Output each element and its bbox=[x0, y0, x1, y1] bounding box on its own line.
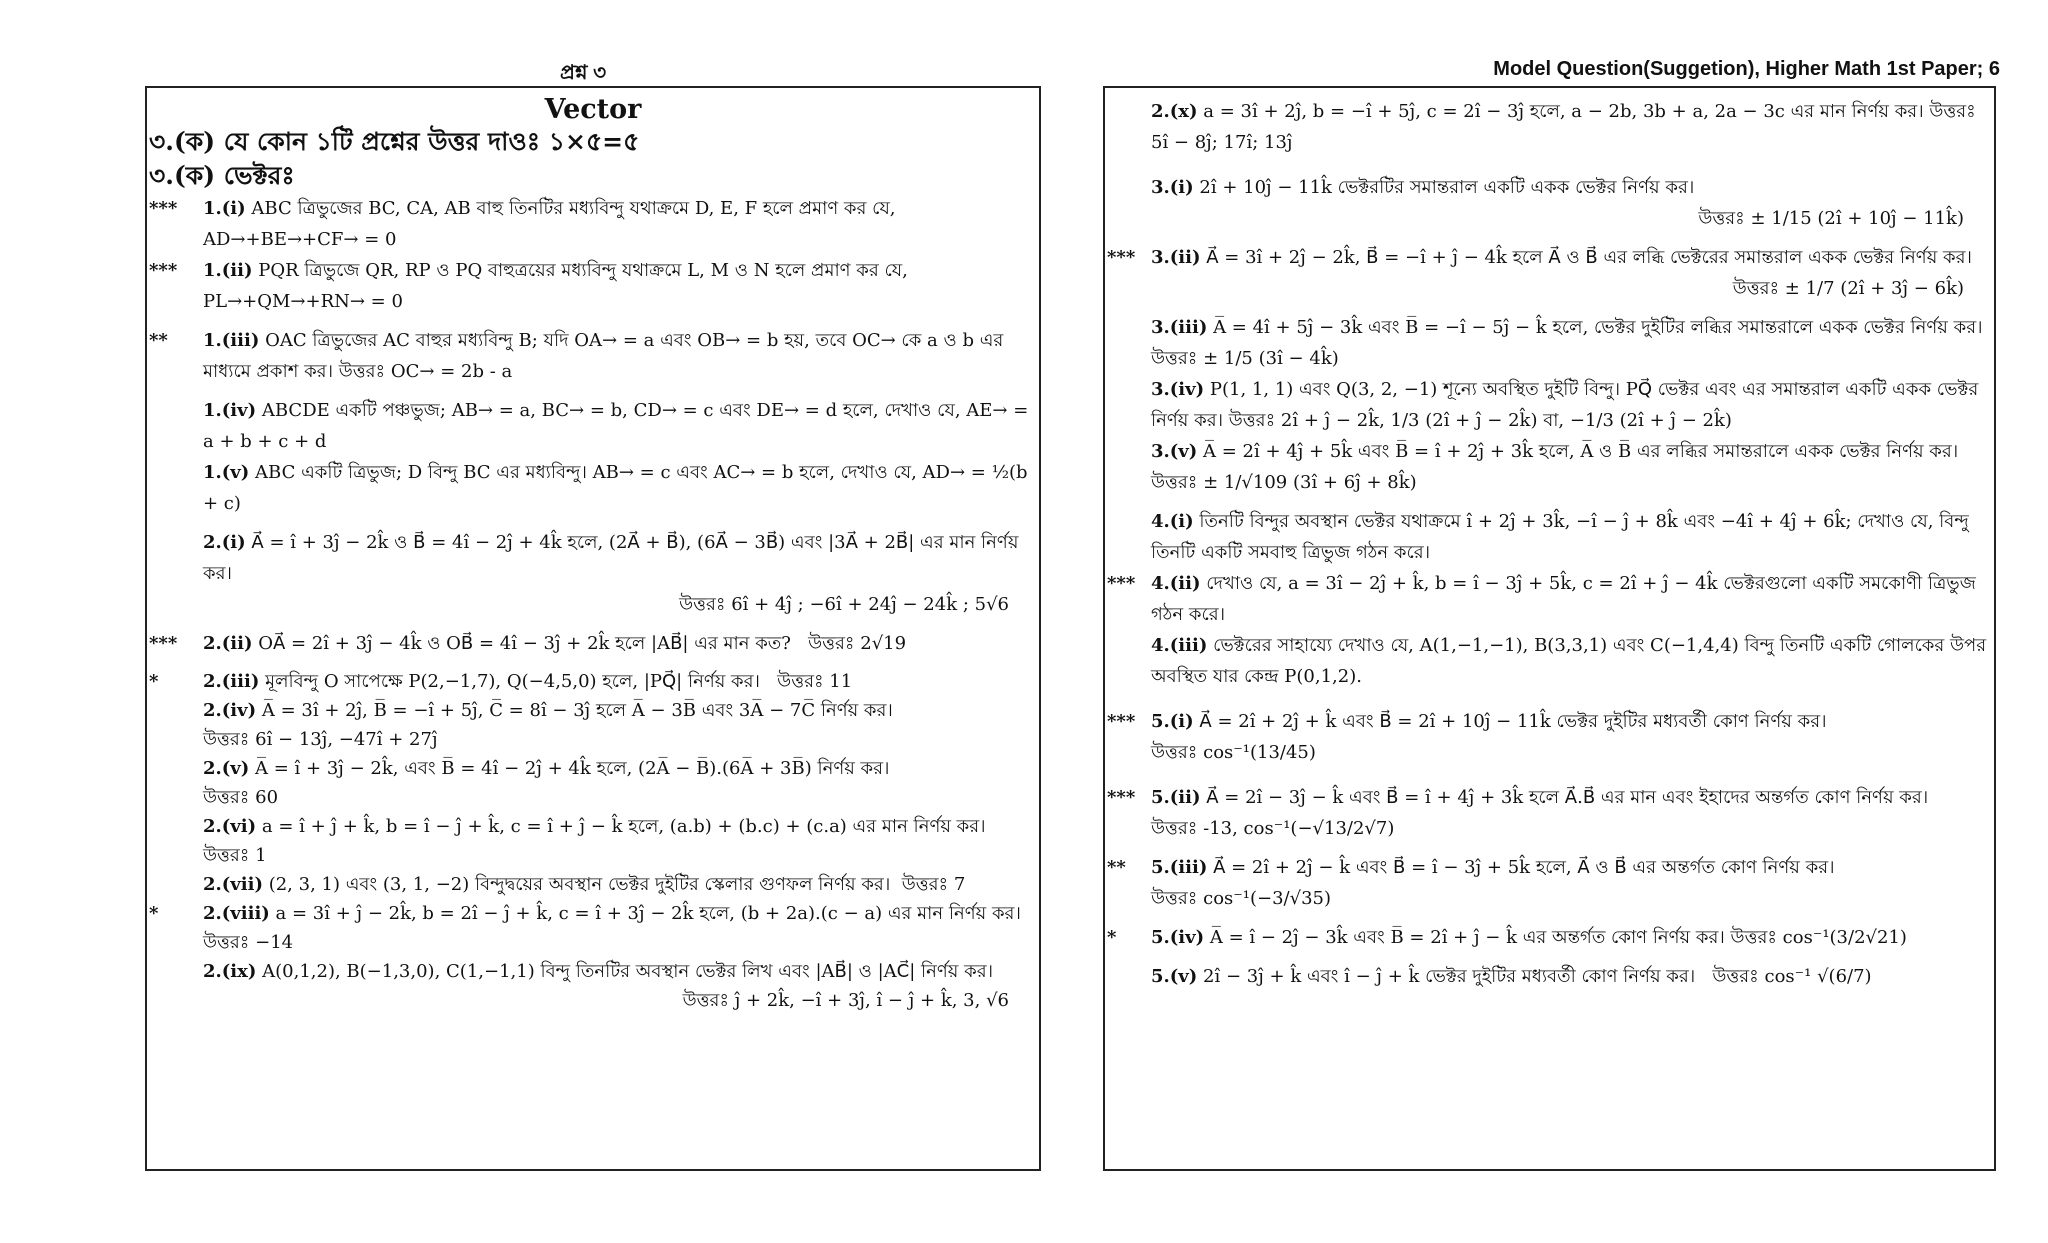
question-item bbox=[1105, 630, 1994, 692]
question-item bbox=[1105, 96, 1994, 158]
answer-text: উত্তরঃ 6î − 13ĵ, −47î + 27ĵ bbox=[203, 729, 438, 750]
question-item bbox=[1105, 436, 1994, 498]
question-item bbox=[1105, 782, 1994, 844]
question-formula: AD→+BE→+CF→ = 0 bbox=[203, 229, 397, 250]
answer-text: উত্তরঃ cos⁻¹ √(6/7) bbox=[1712, 966, 1872, 987]
question-item bbox=[1105, 922, 1994, 953]
question-formula: PL→+QM→+RN→ = 0 bbox=[203, 291, 403, 312]
question-number: 2.(v) bbox=[203, 758, 250, 779]
section-heading: ৩.(ক) যে কোন ১টি প্রশ্নের উত্তর দাওঃ ১×৫=৫ bbox=[149, 127, 640, 156]
section-subheading: ৩.(ক) ভেক্টরঃ bbox=[149, 161, 295, 190]
question-text: A̅ = 4î + 5ĵ − 3k̂ এবং B̅ = −î − 5ĵ − k̂ হলে, ভেক্টর দুইটির লব্ধির সমান্তরালে একক ভেক্টর নির্ণয় কর। bbox=[1213, 317, 1983, 338]
question-text: A̅ = î + 3ĵ − 2k̂, এবং B̅ = 4î − 2ĵ + 4k̂ হলে, (2A̅ − B̅).(6A̅ + 3B̅) নির্ণয় কর। bbox=[255, 758, 890, 779]
importance-mark: *** bbox=[1107, 787, 1136, 808]
question-item bbox=[1105, 568, 1994, 630]
answer-text: উত্তরঃ 6î + 4ĵ ; −6î + 24ĵ − 24k̂ ; 5√6 bbox=[679, 594, 1009, 615]
answer-text: উত্তরঃ cos⁻¹(13/45) bbox=[1151, 742, 1316, 763]
question-number: 1.(i) bbox=[203, 198, 246, 219]
answer-text: উত্তরঃ 7 bbox=[901, 874, 966, 895]
question-text: (2, 3, 1) এবং (3, 1, −2) বিন্দুদ্বয়ের অবস্থান ভেক্টর দুইটির স্কেলার গুণফল নির্ণয় কর। bbox=[268, 874, 891, 895]
question-item bbox=[147, 255, 1039, 317]
question-item bbox=[1105, 506, 1994, 568]
question-item bbox=[147, 527, 1039, 620]
answer-text: উত্তরঃ 11 bbox=[777, 671, 853, 692]
question-number: 3.(v) bbox=[1151, 441, 1198, 462]
question-item bbox=[147, 193, 1039, 255]
question-item bbox=[147, 325, 1039, 387]
question-number: 1.(ii) bbox=[203, 260, 253, 281]
question-item bbox=[147, 899, 1039, 957]
question-text: মূলবিন্দু O সাপেক্ষে P(2,−1,7), Q(−4,5,0) হলে, |PQ⃗| নির্ণয় কর। bbox=[265, 671, 760, 692]
question-text: A⃗ = 2î − 3ĵ − k̂ এবং B⃗ = î + 4ĵ + 3k̂ হলে A⃗.B⃗ এর মান এবং ইহাদের অন্তর্গত কোণ নির্ণয় কর। bbox=[1206, 787, 1929, 808]
question-text: a = 3î + ĵ − 2k̂, b = 2î − ĵ + k̂, c = î + 3ĵ − 2k̂ হলে, (b + 2a).(c − a) এর মান নির্ণয় কর। bbox=[275, 903, 1021, 924]
question-text: A⃗ = 3î + 2ĵ − 2k̂, B⃗ = −î + ĵ − 4k̂ হলে A⃗ ও B⃗ এর লব্ধি ভেক্টরের সমান্তরাল একক ভেক্টর নির্ণয় কর। bbox=[1206, 247, 1972, 268]
question-number: 2.(i) bbox=[203, 532, 246, 553]
question-number: 5.(iii) bbox=[1151, 857, 1208, 878]
question-text: A̅ = 3î + 2ĵ, B̅ = −î + 5ĵ, C̅ = 8î − 3ĵ হলে A̅ − 3B̅ এবং 3A̅ − 7C̅ নির্ণয় কর। bbox=[261, 700, 893, 721]
question-number: 4.(iii) bbox=[1151, 635, 1208, 656]
question-text: ভেক্টরের সাহায্যে দেখাও যে, A(1,−1,−1), B(3,3,1) এবং C(−1,4,4) বিন্দু তিনটি একটি গোলকের উপর অবস্থিত যার কেন্দ্র P(0,1,2). bbox=[1151, 635, 1987, 687]
answer-text: উত্তরঃ ĵ + 2k̂, −î + 3ĵ, î − ĵ + k̂, 3, √6 bbox=[682, 990, 1009, 1011]
question-item bbox=[1105, 374, 1994, 436]
question-item bbox=[147, 812, 1039, 870]
question-number: 2.(ii) bbox=[203, 633, 253, 654]
question-text: a = î + ĵ + k̂, b = î − ĵ + k̂, c = î + ĵ − k̂ হলে, (a.b) + (b.c) + (c.a) এর মান নির্ণয় কর। bbox=[261, 816, 986, 837]
question-text: তিনটি বিন্দুর অবস্থান ভেক্টর যথাক্রমে î + 2ĵ + 3k̂, −î − ĵ + 8k̂ এবং −4î + 4ĵ + 6k̂; দেখাও যে, বিন্দু তিনটি একটি সমবাহু ত্রিভুজ গঠন করে। bbox=[1151, 511, 1969, 563]
question-number: 2.(x) bbox=[1151, 101, 1198, 122]
question-number: 5.(v) bbox=[1151, 966, 1198, 987]
answer-text: উত্তরঃ −14 bbox=[203, 932, 294, 953]
answer-text: উত্তরঃ ± 1/5 (3î − 4k̂) bbox=[1151, 348, 1339, 369]
question-text: ABCDE একটি পঞ্চভুজ; AB→ = a, BC→ = b, CD→ = c এবং DE→ = d হলে, দেখাও যে, AE→ = a + b + c + d bbox=[203, 400, 1029, 452]
answer-text: উত্তরঃ ± 1/√109 (3î + 6ĵ + 8k̂) bbox=[1151, 472, 1417, 493]
answer-text: উত্তরঃ OC→ = 2b - a bbox=[338, 361, 513, 382]
question-text: A̅ = î − 2ĵ − 3k̂ এবং B̅ = 2î + ĵ − k̂ এর অন্তর্গত কোণ নির্ণয় কর। bbox=[1209, 927, 1725, 948]
right-page-panel bbox=[1103, 86, 1996, 1171]
question-text: ABC একটি ত্রিভুজ; D বিন্দু BC এর মধ্যবিন্দু। AB→ = c এবং AC→ = b হলে, দেখাও যে, AD→ = ½(b + c) bbox=[203, 462, 1028, 514]
answer-text: উত্তরঃ cos⁻¹(−3/√35) bbox=[1151, 888, 1332, 909]
importance-mark: ** bbox=[1107, 857, 1126, 878]
question-text: A̅ = 2î + 4ĵ + 5k̂ এবং B̅ = î + 2ĵ + 3k̂ হলে, A̅ ও B̅ এর লব্ধির সমান্তরালে একক ভেক্টর নির্ণয় কর। bbox=[1203, 441, 1959, 462]
question-number: 2.(viii) bbox=[203, 903, 270, 924]
question-number: 1.(iv) bbox=[203, 400, 257, 421]
answer-text: উত্তরঃ 5î − 8ĵ; 17î; 13ĵ bbox=[1151, 101, 1976, 153]
answer-text: উত্তরঃ -13, cos⁻¹(−√13/2√7) bbox=[1151, 818, 1395, 839]
importance-mark: *** bbox=[149, 260, 178, 281]
question-number: 2.(iii) bbox=[203, 671, 260, 692]
importance-mark: * bbox=[149, 903, 159, 924]
question-item bbox=[1105, 961, 1994, 992]
importance-mark: ** bbox=[149, 330, 168, 351]
importance-mark: * bbox=[149, 671, 159, 692]
question-item bbox=[1105, 706, 1994, 768]
importance-mark: *** bbox=[149, 633, 178, 654]
question-item bbox=[1105, 242, 1994, 304]
page-header-left: প্রশ্ন ৩ bbox=[560, 62, 607, 84]
question-text: দেখাও যে, a = 3î − 2ĵ + k̂, b = î − 3ĵ + 5k̂, c = 2î + ĵ − 4k̂ ভেক্টরগুলো একটি সমকোণী ত্রিভুজ গঠন করে। bbox=[1151, 573, 1976, 625]
question-text: A(0,1,2), B(−1,3,0), C(1,−1,1) বিন্দু তিনটির অবস্থান ভেক্টর লিখ এবং |AB⃗| ও |AC⃗| নির্ণয় কর। bbox=[262, 961, 994, 982]
question-text: A⃗ = î + 3ĵ − 2k̂ ও B⃗ = 4î − 2ĵ + 4k̂ হলে, (2A⃗ + B⃗), (6A⃗ − 3B⃗) এবং |3A⃗ + 2B⃗| এর মান নির্ণয় কর। bbox=[203, 532, 1019, 584]
answer-text: উত্তরঃ 1 bbox=[203, 845, 267, 866]
left-page-panel bbox=[145, 86, 1041, 1171]
question-number: 3.(iv) bbox=[1151, 379, 1205, 400]
answer-text: উত্তরঃ ± 1/15 (2î + 10ĵ − 11k̂) bbox=[1698, 208, 1964, 229]
question-item bbox=[147, 957, 1039, 1015]
question-number: 2.(ix) bbox=[203, 961, 257, 982]
question-number: 4.(ii) bbox=[1151, 573, 1201, 594]
question-number: 2.(iv) bbox=[203, 700, 257, 721]
question-text: PQR ত্রিভুজে QR, RP ও PQ বাহুত্রয়ের মধ্যবিন্দু যথাক্রমে L, M ও N হলে প্রমাণ কর যে, bbox=[258, 260, 908, 281]
chapter-title: Vector bbox=[544, 94, 642, 125]
question-number: 3.(ii) bbox=[1151, 247, 1201, 268]
answer-text: উত্তরঃ cos⁻¹(3/2√21) bbox=[1730, 927, 1907, 948]
importance-mark: * bbox=[1107, 927, 1117, 948]
question-number: 2.(vii) bbox=[203, 874, 263, 895]
answer-text: উত্তরঃ 2î + ĵ − 2k̂, 1/3 (2î + ĵ − 2k̂) বা, −1/3 (2î + ĵ − 2k̂) bbox=[1228, 410, 1732, 431]
question-item bbox=[147, 754, 1039, 812]
answer-text: উত্তরঃ ± 1/7 (2î + 3ĵ − 6k̂) bbox=[1732, 278, 1964, 299]
importance-mark: *** bbox=[1107, 711, 1136, 732]
answer-text: উত্তরঃ 2√19 bbox=[808, 633, 907, 654]
question-text: A⃗ = 2î + 2ĵ − k̂ এবং B⃗ = î − 3ĵ + 5k̂ হলে, A⃗ ও B⃗ এর অন্তর্গত কোণ নির্ণয় কর। bbox=[1213, 857, 1835, 878]
question-text: A⃗ = 2î + 2ĵ + k̂ এবং B⃗ = 2î + 10ĵ − 11k̂ ভেক্টর দুইটির মধ্যবর্তী কোণ নির্ণয় কর। bbox=[1199, 711, 1827, 732]
question-item bbox=[1105, 172, 1994, 234]
question-item bbox=[1105, 312, 1994, 374]
question-item bbox=[1105, 852, 1994, 914]
question-text: a = 3î + 2ĵ, b = −î + 5ĵ, c = 2î − 3ĵ হলে, a − 2b, 3b + a, 2a − 3c এর মান নির্ণয় কর। bbox=[1203, 101, 1924, 122]
question-number: 1.(v) bbox=[203, 462, 250, 483]
answer-text: উত্তরঃ 60 bbox=[203, 787, 279, 808]
question-number: 5.(i) bbox=[1151, 711, 1194, 732]
importance-mark: *** bbox=[1107, 247, 1136, 268]
question-item bbox=[147, 457, 1039, 519]
question-text: P(1, 1, 1) এবং Q(3, 2, −1) শূন্যে অবস্থিত দুইটি বিন্দু। PQ⃗ ভেক্টর এবং এর সমান্তরাল একটি একক ভেক্টর নির্ণয় কর। bbox=[1151, 379, 1979, 431]
importance-mark: *** bbox=[149, 198, 178, 219]
importance-mark: *** bbox=[1107, 573, 1136, 594]
question-number: 5.(ii) bbox=[1151, 787, 1201, 808]
question-number: 4.(i) bbox=[1151, 511, 1194, 532]
question-item bbox=[147, 628, 1039, 659]
page-header-right: Model Question(Suggetion), Higher Math 1st Paper; 6 bbox=[1493, 58, 2000, 80]
question-number: 3.(iii) bbox=[1151, 317, 1208, 338]
question-number: 1.(iii) bbox=[203, 330, 260, 351]
question-text: 2î − 3ĵ + k̂ এবং î − ĵ + k̂ ভেক্টর দুইটির মধ্যবর্তী কোণ নির্ণয় কর। bbox=[1203, 966, 1696, 987]
question-item bbox=[147, 395, 1039, 457]
question-text: OA⃗ = 2î + 3ĵ − 4k̂ ও OB⃗ = 4î − 3ĵ + 2k̂ হলে |AB⃗| এর মান কত? bbox=[258, 633, 791, 654]
question-number: 3.(i) bbox=[1151, 177, 1194, 198]
question-item bbox=[147, 870, 1039, 899]
question-text: 2î + 10ĵ − 11k̂ ভেক্টরটির সমান্তরাল একটি একক ভেক্টর নির্ণয় কর। bbox=[1199, 177, 1695, 198]
question-item bbox=[147, 696, 1039, 754]
question-text: OAC ত্রিভুজের AC বাহুর মধ্যবিন্দু B; যদি OA→ = a এবং OB→ = b হয়, তবে OC→ কে a ও b এর মাধ্যমে প্রকাশ কর। bbox=[203, 330, 1004, 382]
question-item bbox=[147, 667, 1039, 696]
question-text: ABC ত্রিভুজের BC, CA, AB বাহু তিনটির মধ্যবিন্দু যথাক্রমে D, E, F হলে প্রমাণ কর যে, bbox=[251, 198, 896, 219]
question-number: 5.(iv) bbox=[1151, 927, 1205, 948]
question-number: 2.(vi) bbox=[203, 816, 257, 837]
